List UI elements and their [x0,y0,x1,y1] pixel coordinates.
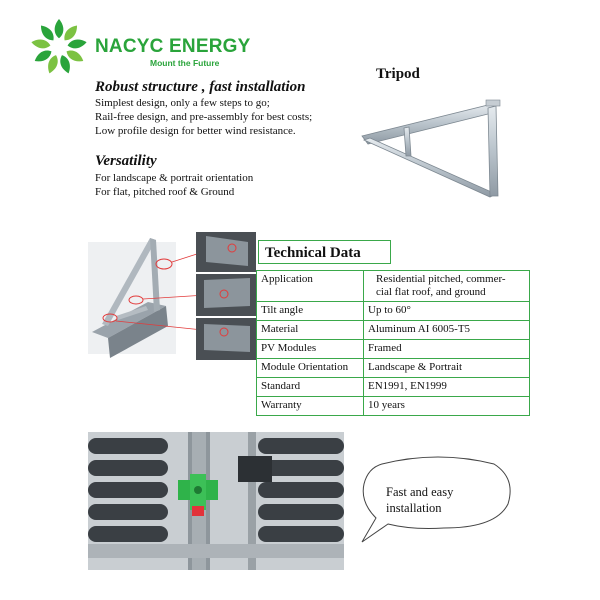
spec-value: Aluminum AI 6005-T5 [364,321,530,340]
tripod-label: Tripod [376,66,420,82]
spec-key: Tilt angle [257,302,364,321]
tripod-frame-image [356,96,506,204]
installation-closeup-image [88,432,344,570]
table-row [257,271,530,302]
feature-heading-versatility: Versatility [95,153,157,169]
spec-value: EN1991, EN1999 [364,378,530,397]
spec-value-line: Residential pitched, commer- [376,273,506,285]
table-row [257,397,530,416]
feature-line: For flat, pitched roof & Ground [95,186,235,198]
spec-key: Application [257,271,364,302]
feature-line: Rail-free design, and pre-assembly for best costs; [95,111,313,123]
mount-assembly-image [88,232,256,360]
spec-value [364,271,530,302]
spec-value: Up to 60° [364,302,530,321]
spec-key: PV Modules [257,340,364,359]
spec-key: Warranty [257,397,364,416]
spec-key: Module Orientation [257,359,364,378]
bubble-line: Fast and easy [386,485,454,499]
technical-data-title: Technical Data [258,240,391,264]
spec-value: Landscape & Portrait [364,359,530,378]
table-row [257,321,530,340]
table-row [257,302,530,321]
feature-line: Simplest design, only a few steps to go; [95,97,270,109]
technical-data-table [256,270,530,416]
table-row [257,340,530,359]
brand-tagline: Mount the Future [150,58,220,68]
spec-value-line: cial flat roof, and ground [376,286,486,298]
feature-line: Low profile design for better wind resistance. [95,125,296,137]
spec-value: Framed [364,340,530,359]
spec-value: 10 years [364,397,530,416]
spec-key: Standard [257,378,364,397]
feature-heading-robust: Robust structure , fast installation [95,79,306,95]
bubble-line: installation [386,501,442,515]
table-row [257,359,530,378]
feature-line: For landscape & portrait orientation [95,172,254,184]
brand-name: NACYC ENERGY [95,36,251,57]
table-row [257,378,530,397]
spec-key: Material [257,321,364,340]
wreath-logo-icon [30,18,88,76]
